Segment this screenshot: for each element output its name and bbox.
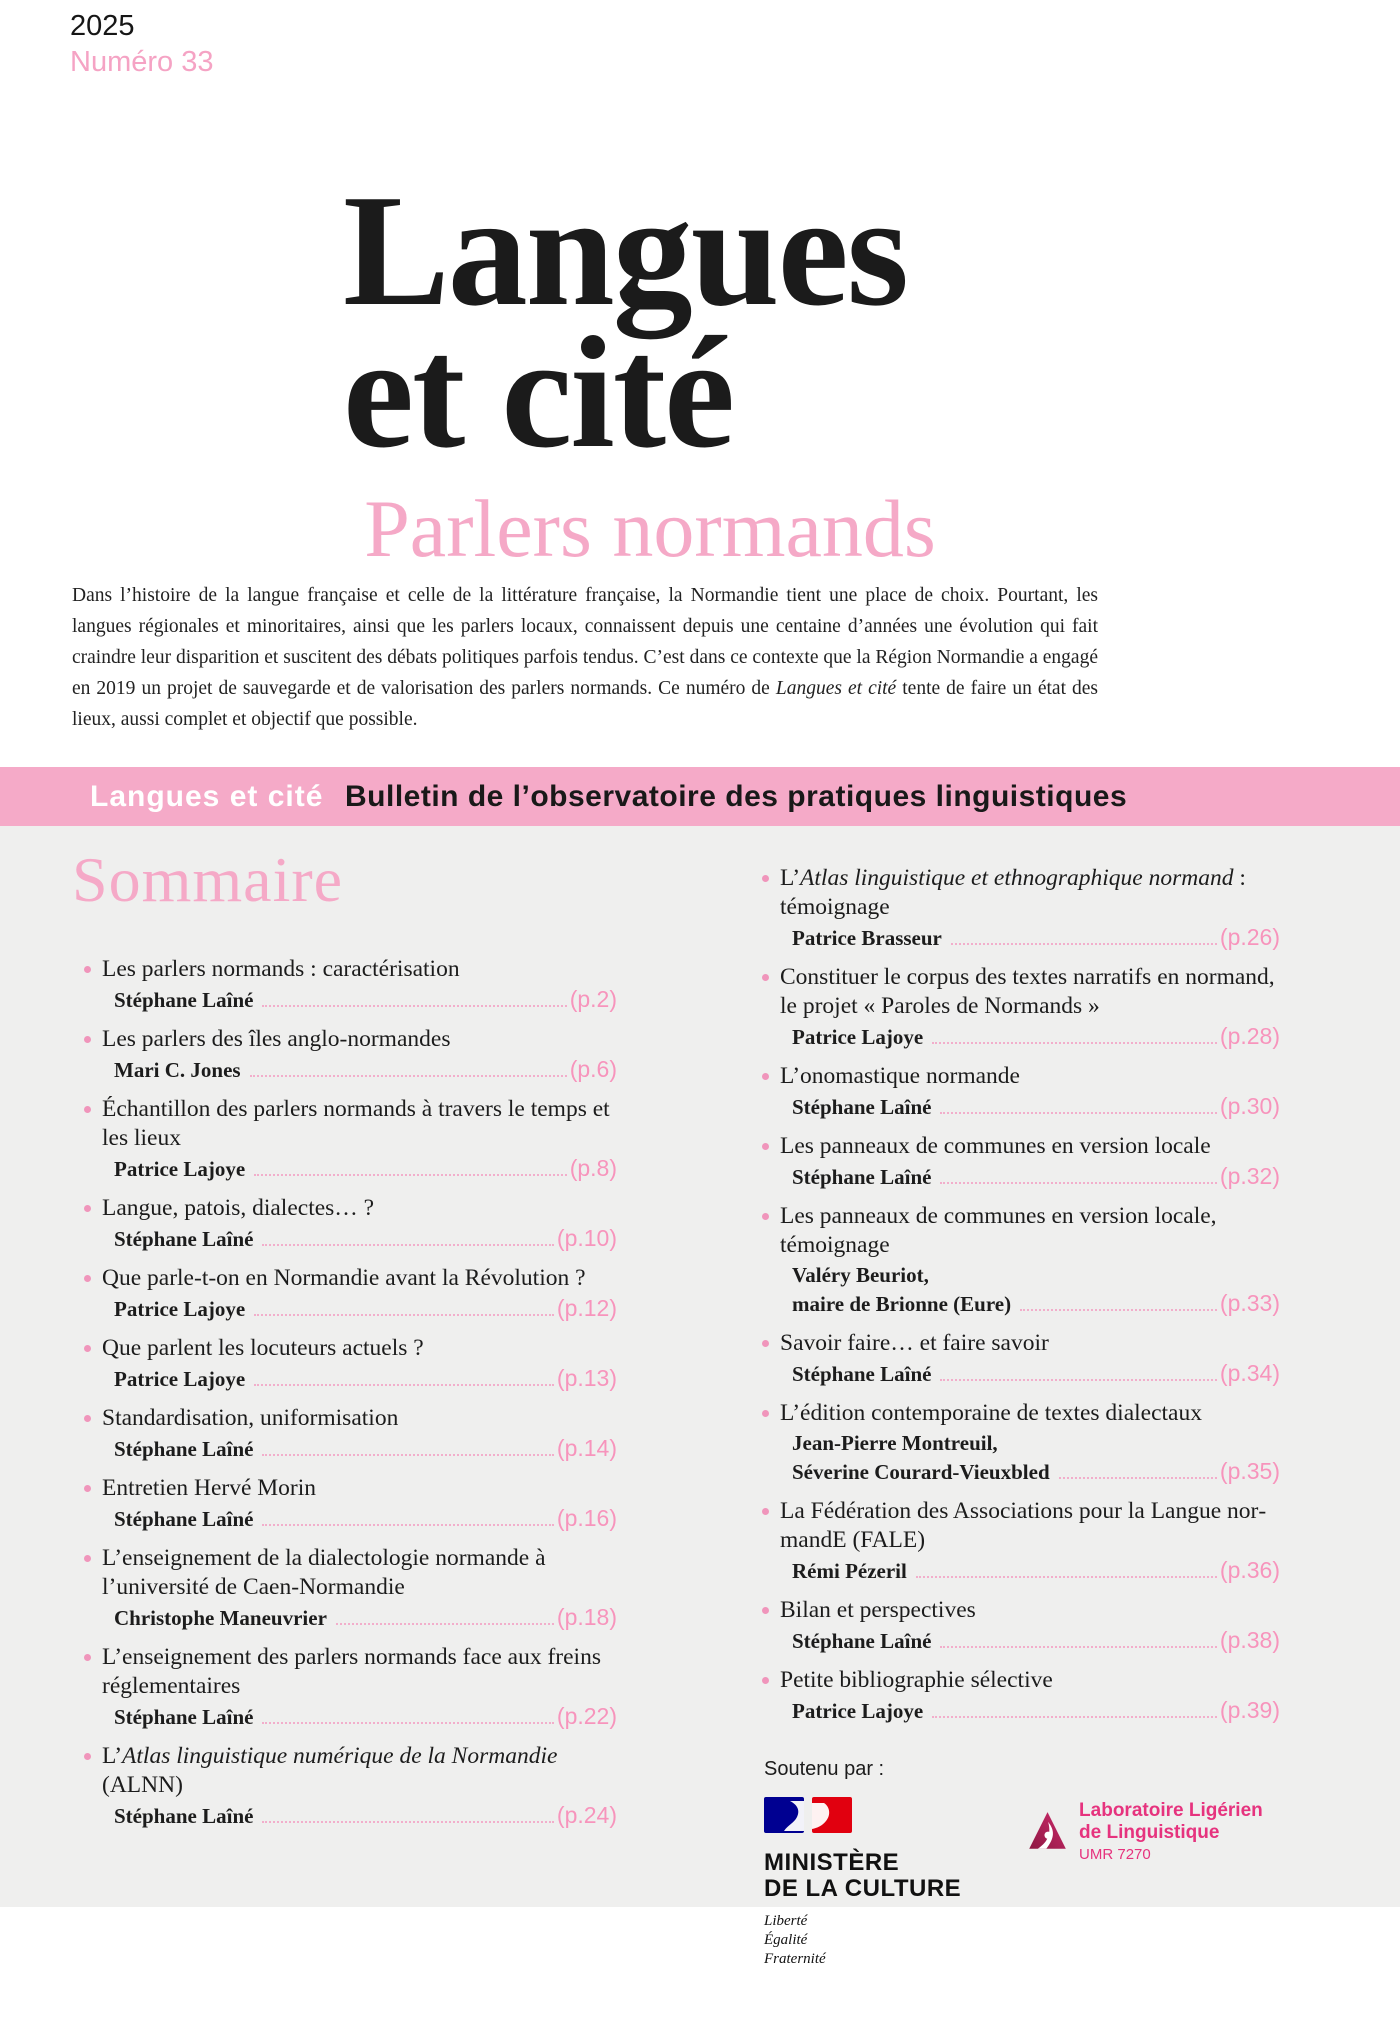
dotted-leader bbox=[336, 1623, 554, 1625]
lll-triangle-icon bbox=[1028, 1798, 1067, 1864]
ministry-logo bbox=[764, 1797, 994, 1969]
dotted-leader bbox=[940, 1646, 1216, 1648]
toc-entry-title bbox=[102, 1544, 617, 1602]
page-title-line1: Langues bbox=[343, 161, 907, 340]
text-segment: Que parlent les locuteurs actuels ? bbox=[102, 1335, 424, 1361]
dotted-leader bbox=[254, 1314, 554, 1316]
toc-entry-author: Stéphane Laîné bbox=[792, 1629, 932, 1653]
toc-entry-title bbox=[102, 1474, 617, 1503]
toc-entry bbox=[750, 1329, 1280, 1387]
toc-entry bbox=[750, 1666, 1280, 1724]
text-segment: L’enseignement de la dialectologie normande à l’université de Caen-Normandie bbox=[102, 1545, 546, 1600]
toc-entry-title bbox=[780, 1202, 1280, 1260]
toc-entry-author: Stéphane Laîné bbox=[114, 1227, 254, 1251]
toc-entry-author: maire de Brionne (Eure) bbox=[792, 1292, 1012, 1316]
banner-bulletin: Bulletin de l’observatoire des pratiques linguistiques bbox=[345, 779, 1128, 813]
dotted-leader bbox=[940, 1112, 1216, 1114]
toc-entry bbox=[72, 1643, 617, 1730]
dotted-leader bbox=[262, 1244, 553, 1246]
toc-entry-author: Stéphane Laîné bbox=[114, 1507, 254, 1531]
toc-entry-page: (p.18) bbox=[556, 1604, 617, 1630]
toc-entry bbox=[72, 1404, 617, 1462]
toc-entry-author-row bbox=[114, 1056, 617, 1083]
toc-entry-page: (p.26) bbox=[1219, 924, 1280, 950]
toc-entry-author-row bbox=[792, 1023, 1280, 1050]
dotted-leader bbox=[254, 1384, 554, 1386]
banner bbox=[0, 767, 1400, 826]
toc-entry-author: Stéphane Laîné bbox=[792, 1165, 932, 1189]
toc-entry-author-row bbox=[114, 1295, 617, 1322]
toc-entry bbox=[72, 1095, 617, 1182]
dotted-leader bbox=[262, 1821, 553, 1823]
toc-entry-author: Stéphane Laîné bbox=[114, 1705, 254, 1729]
ministry-name-line2: DE LA CULTURE bbox=[764, 1875, 962, 1902]
toc-entry-title bbox=[102, 1643, 617, 1701]
toc-entry-page: (p.35) bbox=[1219, 1458, 1280, 1484]
text-segment: Petite bibliographie sélective bbox=[780, 1667, 1053, 1693]
text-segment: Entretien Hervé Morin bbox=[102, 1475, 317, 1501]
dotted-leader bbox=[1059, 1477, 1217, 1479]
toc-entry-author-row bbox=[792, 1262, 1280, 1288]
toc-entry-title bbox=[102, 1194, 617, 1223]
toc-entry-page: (p.36) bbox=[1219, 1557, 1280, 1583]
toc-entry bbox=[750, 1497, 1280, 1584]
toc-entry bbox=[750, 1399, 1280, 1485]
toc-entry-title bbox=[780, 1666, 1280, 1695]
text-segment: Savoir faire… et faire savoir bbox=[780, 1330, 1049, 1356]
dotted-leader bbox=[262, 1005, 566, 1007]
toc-entry-author: Stéphane Laîné bbox=[114, 988, 254, 1012]
text-segment: L’enseignement des parlers normands face aux freins réglementaires bbox=[102, 1644, 601, 1699]
dotted-leader bbox=[940, 1379, 1216, 1381]
toc-entry-page: (p.39) bbox=[1219, 1697, 1280, 1723]
intro-text bbox=[72, 580, 1098, 735]
toc-entry bbox=[72, 1025, 617, 1083]
toc-entry bbox=[72, 1544, 617, 1631]
toc-entry-author: Rémi Pézeril bbox=[792, 1559, 907, 1583]
sommaire-column-right bbox=[750, 864, 1280, 2018]
text-segment: L’ bbox=[780, 865, 801, 891]
text-segment: : témoignage bbox=[780, 865, 1246, 920]
motto-egalite: Égalité bbox=[764, 1932, 808, 1948]
text-segment: L’onomastique normande bbox=[780, 1063, 1020, 1089]
toc-entry-page: (p.24) bbox=[556, 1802, 617, 1828]
toc-entry-page: (p.2) bbox=[569, 986, 617, 1012]
toc-entry bbox=[72, 1264, 617, 1322]
toc-entries-left bbox=[72, 955, 617, 1829]
publication-year: 2025 bbox=[70, 10, 135, 42]
toc-entry-author-row bbox=[114, 1604, 617, 1631]
banner-brand: Langues et cité bbox=[90, 779, 324, 813]
toc-entry-author: Patrice Brasseur bbox=[792, 926, 942, 950]
toc-entry bbox=[750, 1132, 1280, 1190]
toc-entry-author: Stéphane Laîné bbox=[792, 1095, 932, 1119]
toc-entry-author: Patrice Lajoye bbox=[114, 1157, 246, 1181]
toc-entry-author: Patrice Lajoye bbox=[114, 1367, 246, 1391]
toc-entry-title bbox=[102, 1264, 617, 1293]
dotted-leader bbox=[951, 943, 1217, 945]
dotted-leader bbox=[1020, 1309, 1217, 1311]
toc-entry-author: Valéry Beuriot, bbox=[792, 1263, 929, 1287]
toc-entry-author-row bbox=[792, 1290, 1280, 1317]
sommaire-column-left bbox=[72, 845, 617, 1841]
toc-entry-author-row bbox=[792, 1430, 1280, 1456]
toc-entry bbox=[72, 1742, 617, 1829]
toc-entry-author: Patrice Lajoye bbox=[792, 1699, 924, 1723]
footer bbox=[750, 1758, 1280, 2018]
toc-entry-author-row bbox=[792, 1163, 1280, 1190]
toc-entry-page: (p.6) bbox=[569, 1056, 617, 1082]
toc-entry-author-row bbox=[114, 1703, 617, 1730]
toc-entry-title bbox=[102, 1404, 617, 1433]
text-segment: Les panneaux de communes en version locale bbox=[780, 1133, 1211, 1159]
toc-entry-title bbox=[780, 963, 1280, 1021]
text-segment: Standardisation, uniformisation bbox=[102, 1405, 399, 1431]
toc-entry-author-row bbox=[792, 1557, 1280, 1584]
text-segment: Les parlers normands : caractérisation bbox=[102, 956, 460, 982]
toc-entry-author: Patrice Lajoye bbox=[114, 1297, 246, 1321]
toc-entry-page: (p.12) bbox=[556, 1295, 617, 1321]
text-segment: Bilan et perspectives bbox=[780, 1597, 976, 1623]
toc-entry bbox=[72, 1334, 617, 1392]
toc-entry-page: (p.28) bbox=[1219, 1023, 1280, 1049]
toc-entry-title bbox=[780, 1497, 1280, 1555]
toc-entry-author: Patrice Lajoye bbox=[792, 1025, 924, 1049]
text-segment: Langue, patois, dialectes… ? bbox=[102, 1195, 375, 1221]
toc-entry bbox=[72, 955, 617, 1013]
toc-entries-right bbox=[750, 864, 1280, 1724]
toc-entry-author-row bbox=[114, 1802, 617, 1829]
ministry-motto bbox=[764, 1912, 994, 1969]
toc-entry-page: (p.33) bbox=[1219, 1290, 1280, 1316]
dotted-leader bbox=[254, 1174, 567, 1176]
dotted-leader bbox=[262, 1524, 553, 1526]
toc-entry-author: Stéphane Laîné bbox=[114, 1437, 254, 1461]
toc-entry-page: (p.38) bbox=[1219, 1627, 1280, 1653]
motto-fraternite: Fraternité bbox=[764, 1951, 826, 1967]
lll-name: Laboratoire Ligérien de Linguistique bbox=[1079, 1799, 1263, 1843]
toc-entry-page: (p.22) bbox=[556, 1703, 617, 1729]
toc-entry-author-row bbox=[114, 1435, 617, 1462]
french-flag-icon bbox=[764, 1797, 856, 1837]
ministry-name-line1: MINISTÈRE bbox=[764, 1849, 900, 1876]
dotted-leader bbox=[916, 1576, 1217, 1578]
toc-entry-author-row bbox=[792, 924, 1280, 951]
text-segment: Que parle-t-on en Normandie avant la Révolution ? bbox=[102, 1265, 586, 1291]
toc-entry-title bbox=[780, 1132, 1280, 1161]
toc-entry-author-row bbox=[792, 1093, 1280, 1120]
ministry-name bbox=[764, 1850, 994, 1902]
toc-entry-author-row bbox=[114, 1365, 617, 1392]
page-title-line2: et cité bbox=[343, 303, 734, 482]
toc-entry-author-row bbox=[792, 1458, 1280, 1485]
text-segment-italic: Atlas linguistique et ethnographique normand bbox=[800, 865, 1234, 891]
toc-entry-author: Stéphane Laîné bbox=[114, 1804, 254, 1828]
toc-entry-page: (p.14) bbox=[556, 1435, 617, 1461]
text-segment: Constituer le corpus des textes narratifs en normand, le projet « Paroles de Normands » bbox=[780, 964, 1275, 1019]
toc-entry-author-row bbox=[114, 1155, 617, 1182]
text-segment: L’édition contemporaine de textes dialectaux bbox=[780, 1400, 1202, 1426]
toc-entry-author-row bbox=[792, 1360, 1280, 1387]
toc-entry bbox=[750, 1062, 1280, 1120]
toc-entry-page: (p.10) bbox=[556, 1225, 617, 1251]
toc-entry bbox=[750, 1596, 1280, 1654]
issue-subtitle: Parlers normands bbox=[364, 483, 936, 574]
text-segment: La Fédération des Associations pour la Langue normandE (FALE) bbox=[780, 1498, 1267, 1553]
toc-entry-author: Séverine Courard-Vieuxbled bbox=[792, 1460, 1050, 1484]
toc-entry-author: Mari C. Jones bbox=[114, 1058, 241, 1082]
text-segment-italic: Atlas linguistique numérique de la Normandie bbox=[122, 1743, 558, 1769]
text-segment: Échantillon des parlers normands à travers le temps et les lieux bbox=[102, 1096, 610, 1151]
toc-entry bbox=[750, 864, 1280, 951]
motto-liberte: Liberté bbox=[764, 1913, 808, 1929]
toc-entry bbox=[72, 1474, 617, 1532]
lll-unit: UMR 7270 bbox=[1079, 1845, 1151, 1863]
toc-entry-page: (p.8) bbox=[569, 1155, 617, 1181]
dotted-leader bbox=[262, 1722, 553, 1724]
text-segment: L’ bbox=[102, 1743, 123, 1769]
dotted-leader bbox=[262, 1454, 553, 1456]
toc-entry bbox=[750, 1202, 1280, 1317]
toc-entry-title bbox=[102, 1742, 617, 1800]
toc-entry-author-row bbox=[114, 1225, 617, 1252]
dotted-leader bbox=[932, 1716, 1217, 1718]
sommaire-heading: Sommaire bbox=[72, 844, 344, 915]
toc-entry-title bbox=[102, 955, 617, 984]
toc-entry-page: (p.32) bbox=[1219, 1163, 1280, 1189]
toc-entry bbox=[72, 1194, 617, 1252]
supported-by-label: Soutenu par : bbox=[764, 1758, 885, 1780]
toc-entry-author: Christophe Maneuvrier bbox=[114, 1606, 327, 1630]
toc-entry-title bbox=[102, 1334, 617, 1363]
dotted-leader bbox=[250, 1075, 567, 1077]
toc-entry-author-row bbox=[114, 1505, 617, 1532]
toc-entry-author-row bbox=[792, 1697, 1280, 1724]
toc-entry-author-row bbox=[114, 986, 617, 1013]
dotted-leader bbox=[940, 1182, 1216, 1184]
text-segment: Dans l’histoire de la langue française et celle de la littérature française, la Normandie tient une place de choix. Pourtant, les langues régionales et minoritaires, ainsi que les parlers locaux, connaissent depuis une centaine d’années une évolution qui fait craindre leur disparition et suscitent des débats politiques parfois tendus. C’est dans ce contexte que la Région Normandie a engagé en 2019 un projet de sauvegarde et de valorisation des parlers normands. Ce numéro de bbox=[72, 585, 1098, 699]
toc-entry-author: Stéphane Laîné bbox=[792, 1362, 932, 1386]
toc-entry-title bbox=[780, 864, 1280, 922]
lll-logo bbox=[1028, 1798, 1280, 1864]
text-segment-italic: Langues et cité bbox=[775, 678, 897, 699]
toc-entry bbox=[750, 963, 1280, 1050]
dotted-leader bbox=[932, 1042, 1217, 1044]
issue-number: Numéro 33 bbox=[70, 46, 214, 78]
toc-entry-title bbox=[780, 1062, 1280, 1091]
text-segment: Les panneaux de communes en version locale, témoignage bbox=[780, 1203, 1217, 1258]
toc-entry-author-row bbox=[792, 1627, 1280, 1654]
text-segment: Les parlers des îles anglo-normandes bbox=[102, 1026, 451, 1052]
toc-entry-page: (p.30) bbox=[1219, 1093, 1280, 1119]
text-segment: (ALNN) bbox=[102, 1772, 183, 1798]
toc-entry-title bbox=[780, 1329, 1280, 1358]
toc-entry-title bbox=[780, 1399, 1280, 1428]
toc-entry-title bbox=[780, 1596, 1280, 1625]
page-title bbox=[343, 161, 907, 482]
toc-entry-page: (p.16) bbox=[556, 1505, 617, 1531]
toc-entry-page: (p.13) bbox=[556, 1365, 617, 1391]
toc-entry-title bbox=[102, 1095, 617, 1153]
toc-entry-title bbox=[102, 1025, 617, 1054]
text-segment: tente de faire un état des lieux, aussi complet et objectif que possible. bbox=[72, 678, 1099, 730]
toc-entry-author: Jean-Pierre Montreuil, bbox=[792, 1431, 998, 1455]
toc-entry-page: (p.34) bbox=[1219, 1360, 1280, 1386]
